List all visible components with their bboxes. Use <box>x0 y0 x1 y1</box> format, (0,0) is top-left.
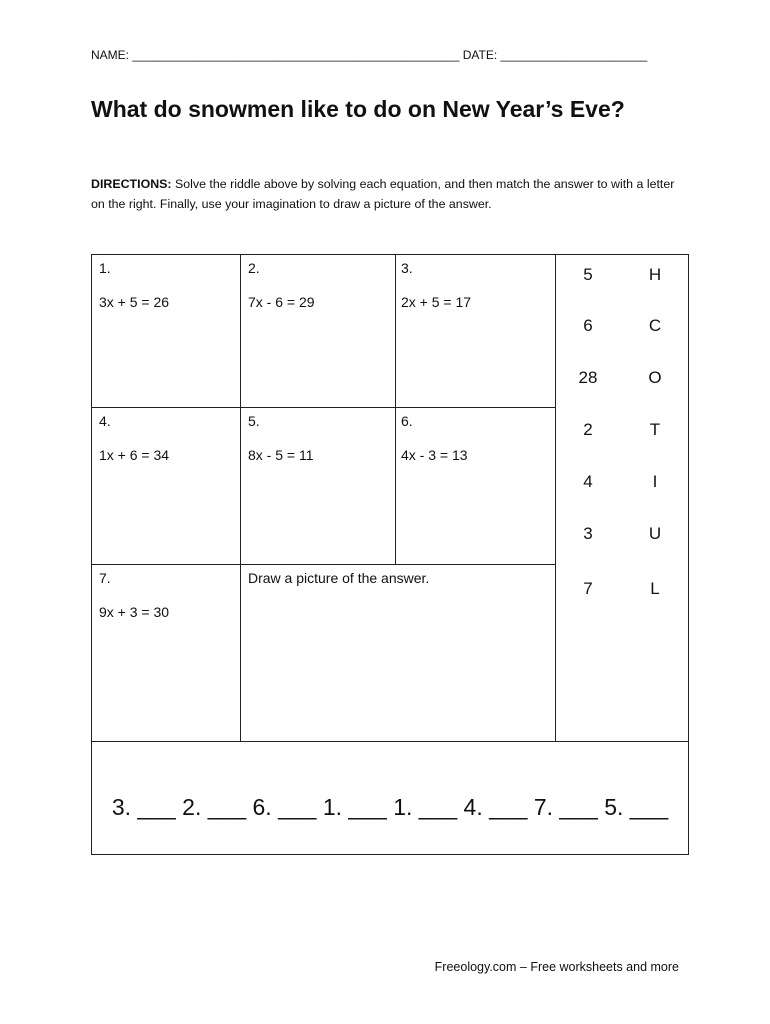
problem-equation: 4x - 3 = 13 <box>401 447 468 463</box>
name-blank[interactable]: _________________________________________________ <box>132 48 460 62</box>
date-blank[interactable]: ______________________ <box>500 48 648 62</box>
problem-number: 7. <box>99 570 111 586</box>
problem-equation: 1x + 6 = 34 <box>99 447 170 463</box>
key-number: 7 <box>583 579 593 598</box>
problem-cell-2[interactable] <box>248 260 388 400</box>
grid-divider <box>395 254 396 565</box>
problem-number: 5. <box>248 413 260 429</box>
grid-divider <box>91 564 556 565</box>
problem-cell-7[interactable] <box>99 570 234 735</box>
problem-equation: 8x - 5 = 11 <box>248 447 314 463</box>
grid-divider <box>91 741 689 742</box>
key-number: 5 <box>583 265 593 284</box>
problem-cell-6[interactable] <box>401 413 546 558</box>
problem-cell-5[interactable] <box>248 413 388 558</box>
problem-grid <box>91 254 689 855</box>
problem-cell-4[interactable] <box>99 413 234 558</box>
problem-cell-1[interactable] <box>99 260 234 400</box>
problem-equation: 2x + 5 = 17 <box>401 294 472 310</box>
problem-number: 3. <box>401 260 413 276</box>
key-letter: C <box>648 316 662 335</box>
problem-equation: 3x + 5 = 26 <box>99 294 170 310</box>
problem-equation: 9x + 3 = 30 <box>99 604 170 620</box>
footer-credit: Freeology.com – Free worksheets and more <box>434 960 679 974</box>
problem-number: 4. <box>99 413 111 429</box>
key-number: 3 <box>583 524 593 543</box>
directions <box>91 174 691 214</box>
key-letter: T <box>649 420 661 439</box>
problem-equation: 7x - 6 = 29 <box>248 294 315 310</box>
key-letter: U <box>648 524 662 543</box>
directions-text: Solve the riddle above by solving each equation, and then match the answer to with a letter on the right. Finally, use your imagination to draw a picture of the answer. <box>91 177 675 211</box>
grid-divider <box>91 407 556 408</box>
problem-number: 1. <box>99 260 111 276</box>
key-number: 6 <box>583 316 593 335</box>
key-letter: O <box>648 368 662 387</box>
riddle-answer-line[interactable]: 3. ___ 2. ___ 6. ___ 1. ___ 1. ___ 4. ___ 7. ___ 5. ___ <box>111 794 669 820</box>
name-date-line <box>91 48 647 62</box>
key-number: 2 <box>583 420 593 439</box>
key-number: 28 <box>578 368 598 387</box>
worksheet-title: What do snowmen like to do on New Year’s Eve? <box>91 96 625 122</box>
grid-divider <box>240 254 241 741</box>
key-letter: H <box>648 265 662 284</box>
draw-area-label: Draw a picture of the answer. <box>248 570 430 586</box>
name-label: NAME: <box>91 48 130 62</box>
problem-cell-3[interactable] <box>401 260 546 400</box>
problem-number: 6. <box>401 413 413 429</box>
problem-number: 2. <box>248 260 260 276</box>
key-letter: L <box>650 579 660 598</box>
grid-divider <box>555 254 556 741</box>
key-letter: I <box>652 472 658 491</box>
directions-label: DIRECTIONS: <box>91 177 172 191</box>
date-label: DATE: <box>462 48 498 62</box>
key-number: 4 <box>583 472 593 491</box>
